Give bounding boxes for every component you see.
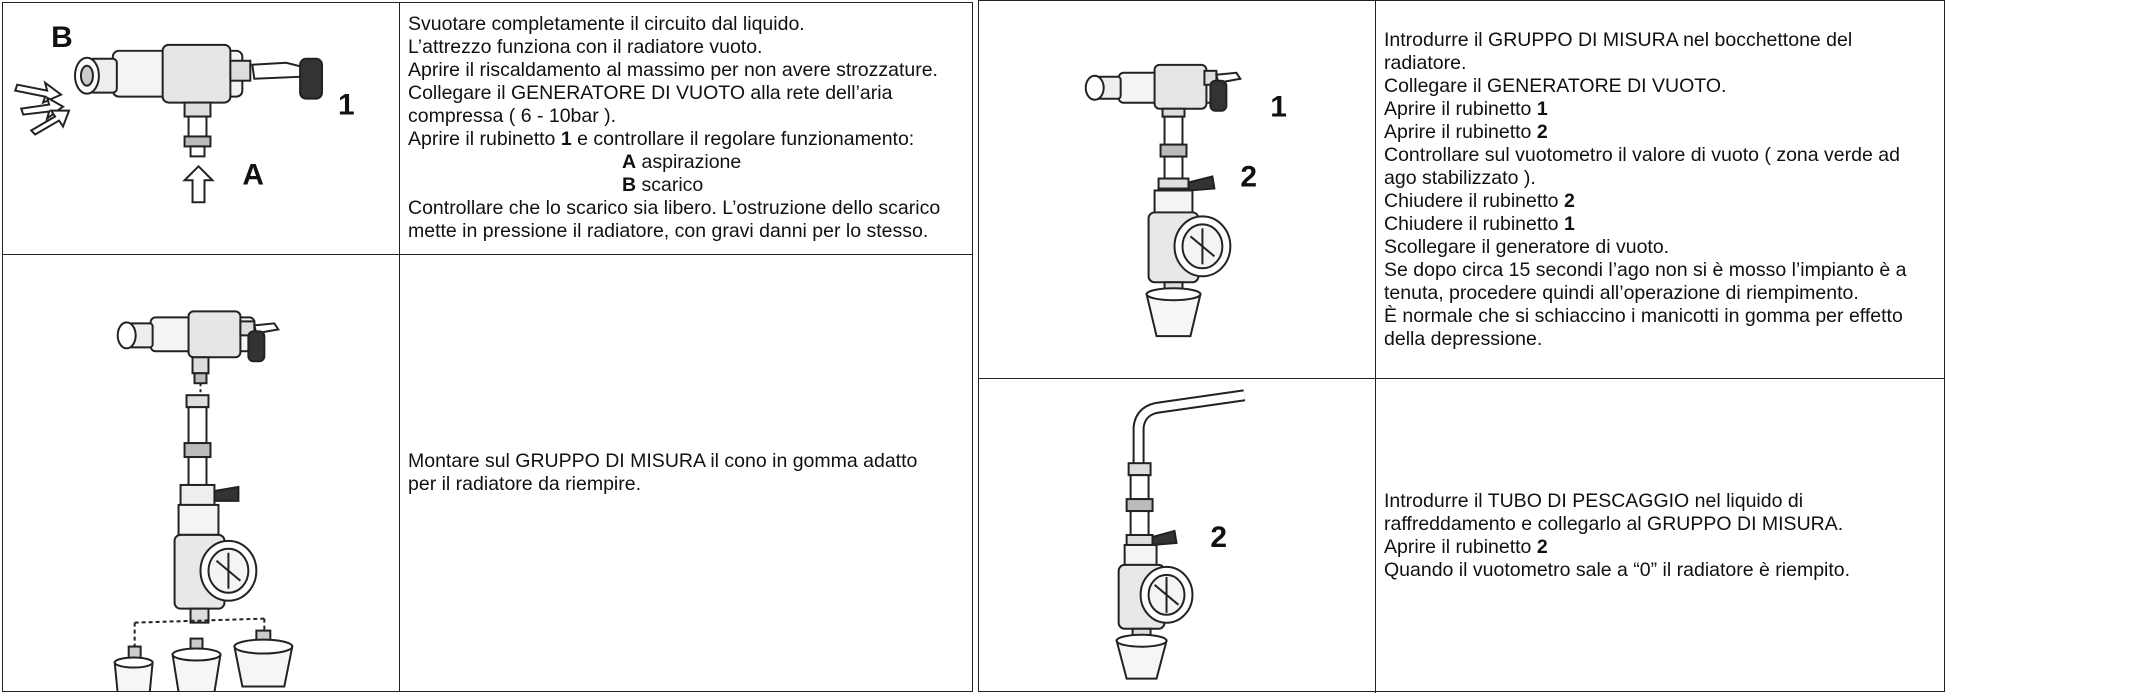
legend-key: A [622, 151, 637, 173]
right-instruction-table [978, 0, 1945, 692]
text-line: mette in pressione il radiatore, con gravi danni per lo stesso. [408, 220, 929, 242]
text-line: Montare sul GRUPPO DI MISURA il cono in gomma adatto [408, 450, 918, 472]
legend-b [408, 174, 964, 197]
text-line: per il radiatore da riempire. [408, 473, 642, 495]
right-row-2 [979, 379, 1944, 693]
text-line: tenuta, procedere quindi all’operazione di riempimento. [1384, 282, 1859, 304]
text-line [1384, 121, 1936, 144]
text-line: Collegare il GENERATORE DI VUOTO. [1384, 75, 1727, 97]
text-fragment: Aprire il rubinetto [1384, 98, 1537, 120]
legend-text: aspirazione [636, 151, 742, 173]
text-line: Collegare il GENERATORE DI VUOTO alla rete dell’aria [408, 82, 893, 104]
tap-number: 2 [1563, 190, 1575, 212]
text-line: Controllare sul vuotometro il valore di vuoto ( zona verde ad [1384, 144, 1900, 166]
left-row-1-text [400, 3, 972, 254]
text-line: È normale che si schiaccino i manicotti in gomma per effetto [1384, 305, 1903, 327]
text-line [1384, 190, 1936, 213]
measuring-group-with-cones-illustration [3, 255, 400, 691]
text-fragment: Aprire il rubinetto [1384, 536, 1537, 558]
label-1: 1 [1270, 90, 1287, 124]
text-line: Quando il vuotometro sale a “0” il radiatore è riempito. [1384, 559, 1851, 581]
text-line: raffreddamento e collegarlo al GRUPPO DI MISURA. [1384, 513, 1844, 535]
right-row-1-text [1376, 1, 1944, 378]
text-fragment: e controllare il regolare funzionamento: [571, 128, 915, 150]
text-fragment: Aprire il rubinetto [408, 128, 561, 150]
text-line: Controllare che lo scarico sia libero. L’ostruzione dello scarico [408, 197, 941, 219]
text-line: Scollegare il generatore di vuoto. [1384, 236, 1670, 258]
right-row-1 [979, 1, 1944, 379]
left-row-2 [3, 255, 972, 691]
vacuum-generator-illustration [3, 3, 400, 254]
text-fragment: Chiudere il rubinetto [1384, 213, 1564, 235]
text-line: della depressione. [1384, 328, 1543, 350]
text-fragment: Chiudere il rubinetto [1384, 190, 1564, 212]
text-line: radiatore. [1384, 52, 1467, 74]
label-a: A [242, 158, 264, 192]
text-line: Se dopo circa 15 secondi l’ago non si è mosso l’impianto è a [1384, 259, 1907, 281]
legend-a [408, 151, 964, 174]
label-2: 2 [1210, 520, 1228, 554]
text-line: Introdurre il GRUPPO DI MISURA nel bocchettone del [1384, 29, 1853, 51]
text-line: Aprire il riscaldamento al massimo per non avere strozzature. [408, 59, 938, 81]
suction-tube-drawing [979, 379, 1375, 693]
tap-number: 1 [1536, 98, 1548, 120]
label-b: B [51, 20, 73, 54]
tap-number: 1 [1563, 213, 1575, 235]
label-2: 2 [1240, 160, 1257, 194]
text-line [1384, 98, 1936, 121]
text-line: compressa ( 6 - 10bar ). [408, 105, 617, 127]
label-1: 1 [337, 88, 355, 122]
tap-number: 2 [1536, 121, 1548, 143]
text-fragment: Aprire il rubinetto [1384, 121, 1537, 143]
right-row-2-text [1376, 379, 1944, 693]
measuring-group-valves-drawing [979, 1, 1375, 378]
text-line: L’attrezzo funziona con il radiatore vuoto. [408, 36, 763, 58]
text-line: ago stabilizzato ). [1384, 167, 1536, 189]
tap-number: 1 [560, 128, 572, 150]
suction-tube-illustration [979, 379, 1376, 693]
measuring-group-drawing [3, 255, 399, 691]
text-line: Introdurre il TUBO DI PESCAGGIO nel liquido di [1384, 490, 1804, 512]
measuring-group-inserted-illustration [979, 1, 1376, 378]
text-line [1384, 213, 1936, 236]
left-row-1 [3, 3, 972, 255]
tap-number: 2 [1536, 536, 1548, 558]
legend-text: scarico [636, 174, 704, 196]
text-line: Svuotare completamente il circuito dal liquido. [408, 13, 805, 35]
legend-key: B [622, 174, 637, 196]
left-instruction-table [2, 2, 973, 692]
left-row-2-text [400, 255, 972, 691]
text-line [1384, 536, 1936, 559]
vacuum-generator-drawing [3, 3, 399, 254]
text-line [408, 128, 964, 151]
